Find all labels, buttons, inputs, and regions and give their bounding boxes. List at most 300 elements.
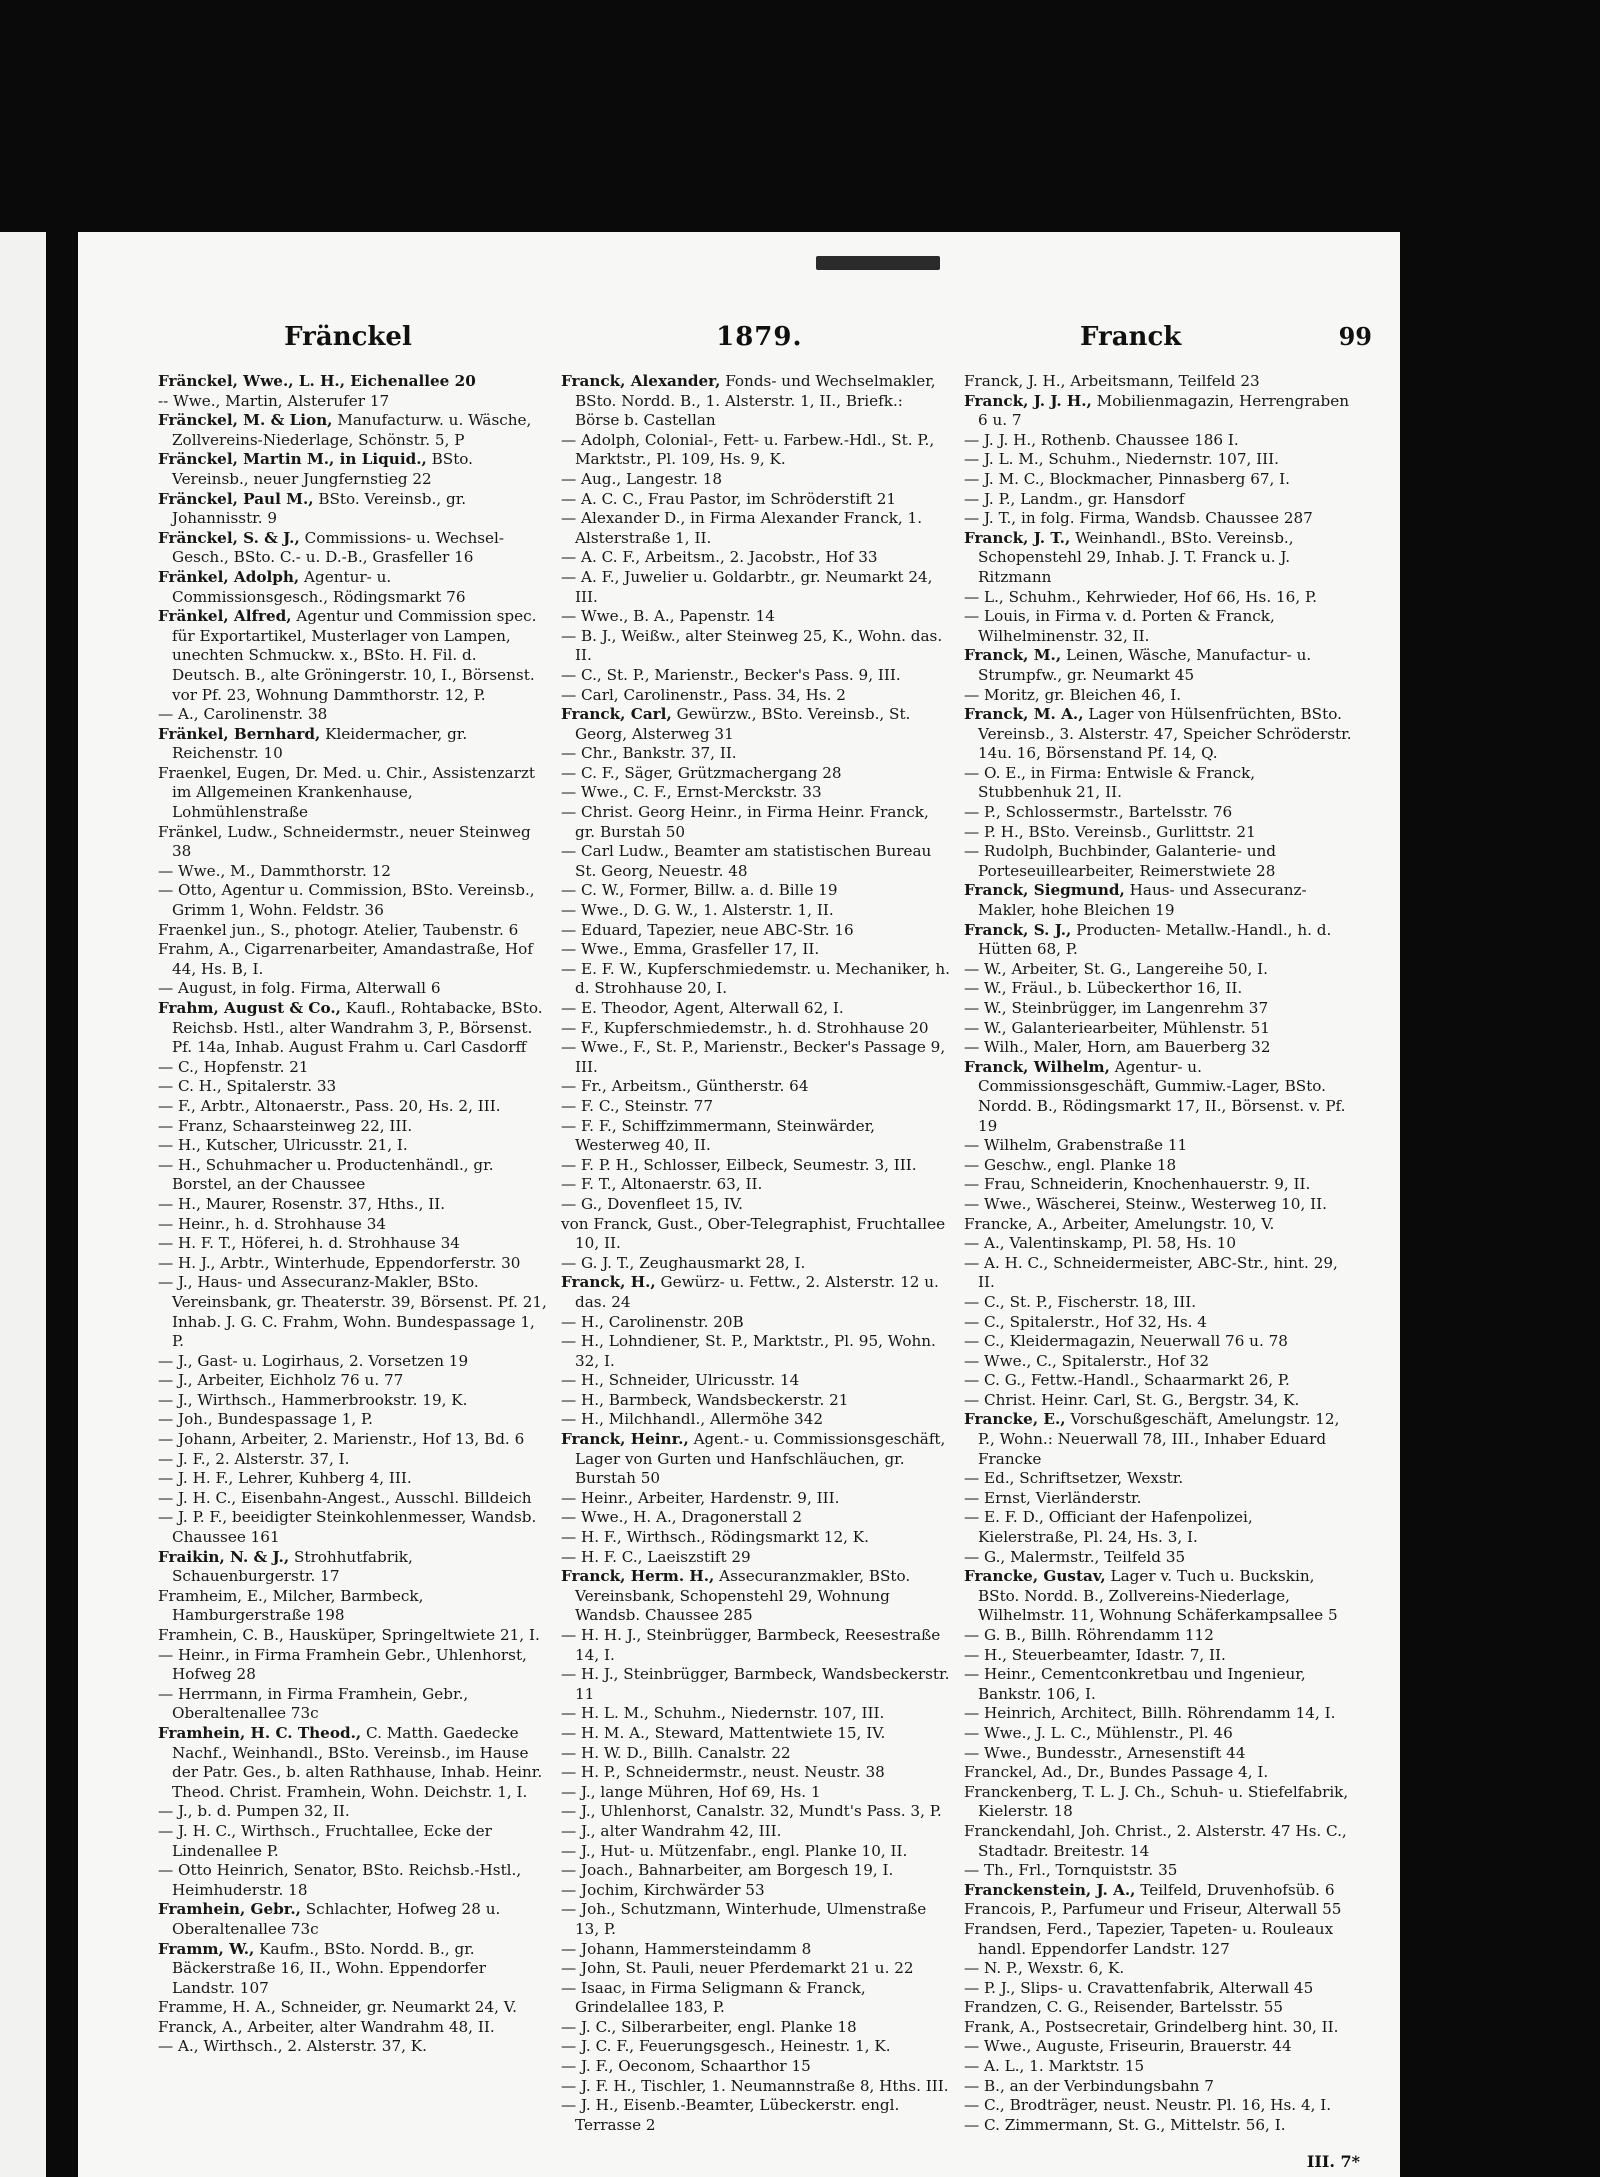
- directory-entry: [561, 1665, 950, 1704]
- entry-text: — A. L., 1. Marktstr. 15: [964, 2057, 1145, 2076]
- directory-entry: [561, 1724, 950, 1744]
- directory-entry: [561, 1332, 950, 1371]
- entry-text: — C., Brodträger, neust. Neustr. Pl. 16, Hs. 4, I.: [964, 2096, 1332, 2115]
- entry-text: — Franz, Schaarsteinweg 22, III.: [158, 1116, 413, 1135]
- directory-entry: [158, 411, 547, 450]
- entry-text: — G., Dovenfleet 15, IV.: [561, 1194, 743, 1213]
- entry-name: Framm, W.,: [158, 1939, 255, 1958]
- directory-entry: [561, 783, 950, 803]
- directory-entry: [964, 1410, 1353, 1469]
- entry-text: — J., Haus- und Assecuranz-Makler, BSto. Vereinsbank, gr. Theaterstr. 39, Börsenst. Pf. 21, Inhab. J. G. C. Frahm, Wohn. Bundespassage 1, P.: [158, 1273, 547, 1351]
- entry-text: — J., Hut- u. Mützenfabr., engl. Planke 10, II.: [561, 1841, 908, 1860]
- directory-entry: [158, 1117, 547, 1137]
- entry-text: — J., Arbeiter, Eichholz 76 u. 77: [158, 1371, 404, 1390]
- entry-text: Lager von Hülsenfrüchten, BSto. Vereinsb., 3. Alsterstr. 47, Speicher Schröderstr. 14u. 16, Börsenstand Pf. 14, Q.: [978, 705, 1352, 763]
- entry-name: Fränkel, Alfred,: [158, 607, 292, 626]
- entry-text: — Alexander D., in Firma Alexander Franck, 1. Alsterstraße 1, II.: [561, 509, 923, 547]
- directory-entry: [561, 490, 950, 510]
- directory-entry: [158, 1802, 547, 1822]
- entry-text: — Heinrich, Architect, Billh. Röhrendamm 14, I.: [964, 1704, 1336, 1723]
- directory-entry: [964, 1019, 1353, 1039]
- directory-entry: [964, 1881, 1353, 1901]
- entry-text: — B. J., Weißw., alter Steinweg 25, K., Wohn. das. II.: [561, 626, 943, 665]
- directory-entry: [964, 1724, 1353, 1744]
- entry-text: — Carl, Carolinenstr., Pass. 34, Hs. 2: [561, 685, 846, 704]
- directory-entry: [561, 705, 950, 744]
- entry-text: Agentur und Commission spec. für Exportartikel, Musterlager von Lampen, unechten Schmuckw. x., BSto. H. Fil. d. Deutsch. B., alte Gröningerstr. 10, I., Börsenst. vor Pf. 23, Wohnung Dammthorstr. 12, P.: [172, 607, 537, 704]
- directory-entry: [158, 1254, 547, 1274]
- directory-entry: [964, 1293, 1353, 1313]
- left-page-edge: [0, 232, 46, 2177]
- entry-text: C. Matth. Gaedecke Nachf., Weinhandl., BSto. Vereinsb., im Hause der Patr. Ges., b. alten Rathhause, Inhab. Heinr. Theod. Christ. Framhein, Wohn. Deichstr. 1, I.: [172, 1723, 543, 1801]
- directory-entry: [964, 705, 1353, 764]
- entry-text: — C., Spitalerstr., Hof 32, Hs. 4: [964, 1312, 1207, 1331]
- entry-text: — J. M. C., Blockmacher, Pinnasberg 67, I.: [964, 469, 1291, 488]
- entry-text: Franckenberg, T. L. J. Ch., Schuh- u. Stiefelfabrik, Kielerstr. 18: [964, 1782, 1349, 1821]
- directory-entry: [561, 686, 950, 706]
- entry-text: Franck, J. H., Arbeitsmann, Teilfeld 23: [964, 372, 1260, 390]
- directory-entry: [561, 2037, 950, 2057]
- directory-entry: [561, 1940, 950, 1960]
- directory-entry: [964, 999, 1353, 1019]
- directory-entry: [964, 960, 1353, 980]
- directory-entry: [964, 1822, 1353, 1861]
- entry-text: — H. J., Arbtr., Winterhude, Eppendorferstr. 30: [158, 1253, 521, 1272]
- directory-entry: [561, 1215, 950, 1254]
- entry-text: — F., Kupferschmiedemstr., h. d. Strohhause 20: [561, 1018, 929, 1037]
- entry-text: BSto. Vereinsb., gr. Johannisstr. 9: [172, 489, 467, 528]
- directory-entry: [964, 470, 1353, 490]
- directory-entry: [561, 1156, 950, 1176]
- entry-text: — Wwe., M., Dammthorstr. 12: [158, 861, 391, 880]
- entry-text: — A., Wirthsch., 2. Alsterstr. 37, K.: [158, 2037, 427, 2056]
- entry-text: — C. Zimmermann, St. G., Mittelstr. 56, I.: [964, 2115, 1286, 2134]
- directory-entry: [964, 881, 1353, 920]
- directory-entry: [561, 999, 950, 1019]
- entry-text: — J. H., Eisenb.-Beamter, Lübeckerstr. engl. Terrasse 2: [561, 2096, 900, 2134]
- directory-entry: [561, 1783, 950, 1803]
- entry-text: — Moritz, gr. Bleichen 46, I.: [964, 685, 1182, 704]
- entry-name: Franck, M. A.,: [964, 705, 1084, 724]
- entry-text: Leinen, Wäsche, Manufactur- u. Strumpfw., gr. Neumarkt 45: [978, 646, 1312, 684]
- directory-entry: [964, 1979, 1353, 1999]
- entry-text: — Heinr., in Firma Framhein Gebr., Uhlenhorst, Hofweg 28: [158, 1645, 527, 1684]
- entry-text: — Herrmann, in Firma Framhein, Gebr., Oberaltenallee 73c: [158, 1684, 469, 1723]
- entry-name: Fränckel, S. & J.,: [158, 528, 300, 547]
- directory-entry: [964, 1783, 1353, 1822]
- entry-text: — A. C. C., Frau Pastor, im Schröderstift 21: [561, 489, 897, 508]
- entry-text: — A. F., Juwelier u. Goldarbtr., gr. Neumarkt 24, III.: [561, 567, 933, 606]
- entry-text: Producten- Metallw.-Handl., h. d. Hütten 68, P.: [978, 920, 1332, 959]
- entry-text: — H., Barmbeck, Wandsbeckerstr. 21: [561, 1390, 849, 1409]
- column-1: [158, 372, 547, 2135]
- header-year: 1879.: [716, 322, 803, 352]
- directory-entry: [561, 881, 950, 901]
- directory-entry: [561, 1019, 950, 1039]
- directory-entry: [964, 509, 1353, 529]
- directory-entry: [158, 392, 547, 412]
- entry-name: Fränkel, Adolph,: [158, 567, 300, 586]
- directory-entry: [964, 1665, 1353, 1704]
- entry-text: — Joh., Bundespassage 1, P.: [158, 1410, 373, 1429]
- directory-entry: [158, 1234, 547, 1254]
- entry-text: — Isaac, in Firma Seligmann & Franck, Grindelallee 183, P.: [561, 1978, 866, 2017]
- directory-entry: [561, 1038, 950, 1077]
- entry-text: — Carl Ludw., Beamter am statistischen Bureau St. Georg, Neuestr. 48: [561, 842, 932, 880]
- entry-text: — Rudolph, Buchbinder, Galanterie- und Porteseuillearbeiter, Reimerstwiete 28: [964, 842, 1276, 880]
- directory-entry: [964, 529, 1353, 588]
- directory-entry: [158, 372, 547, 392]
- entry-name: Franck, S. J.,: [964, 920, 1072, 939]
- entry-name: Francke, Gustav,: [964, 1567, 1106, 1586]
- directory-entry: [561, 627, 950, 666]
- entry-text: — Wwe., Bundesstr., Arnesenstift 44: [964, 1743, 1246, 1762]
- directory-entry: [561, 1979, 950, 2018]
- entry-text: — Jochim, Kirchwärder 53: [561, 1880, 765, 1899]
- directory-entry: [561, 960, 950, 999]
- directory-entry: [964, 1313, 1353, 1333]
- entry-text: — J., alter Wandrahm 42, III.: [561, 1821, 782, 1840]
- directory-entry: [158, 1469, 547, 1489]
- directory-entry: [561, 842, 950, 881]
- directory-entry: [561, 2096, 950, 2135]
- entry-text: — C., St. P., Fischerstr. 18, III.: [964, 1292, 1197, 1311]
- directory-entry: [158, 1215, 547, 1235]
- entry-text: — Johann, Hammersteindamm 8: [561, 1939, 812, 1958]
- entry-text: — Ed., Schriftsetzer, Wexstr.: [964, 1469, 1184, 1488]
- directory-entry: [964, 823, 1353, 843]
- entry-text: — J., lange Mühren, Hof 69, Hs. 1: [561, 1782, 821, 1801]
- directory-entry: [561, 372, 950, 431]
- entry-text: — C., Kleidermagazin, Neuerwall 76 u. 78: [964, 1332, 1288, 1351]
- directory-entry: [964, 1763, 1353, 1783]
- directory-entry: [561, 2018, 950, 2038]
- directory-entry: [561, 803, 950, 842]
- entry-name: Fränckel, Wwe., L. H., Eichenallee 20: [158, 372, 476, 390]
- directory-entry: [158, 1724, 547, 1802]
- directory-entry: [964, 2037, 1353, 2057]
- directory-entry: [561, 666, 950, 686]
- directory-entry: [964, 646, 1353, 685]
- entry-text: — W., Arbeiter, St. G., Langereihe 50, I.: [964, 959, 1268, 978]
- directory-entry: [561, 1313, 950, 1333]
- directory-entry: [158, 1548, 547, 1587]
- entry-text: Manufacturw. u. Wäsche, Zollvereins-Niederlage, Schönstr. 5, P: [172, 411, 532, 449]
- directory-entry: [158, 1097, 547, 1117]
- directory-entry: [561, 1842, 950, 1862]
- directory-entry: [561, 1567, 950, 1626]
- entry-text: — W., Steinbrügger, im Langenrehm 37: [964, 999, 1269, 1017]
- directory-entry: [158, 940, 547, 979]
- directory-entry: [158, 999, 547, 1058]
- directory-entry: [561, 1704, 950, 1724]
- directory-entry: [158, 1685, 547, 1724]
- directory-entry: [561, 2057, 950, 2077]
- directory-entry: [964, 1744, 1353, 1764]
- directory-entry: [561, 1097, 950, 1117]
- entry-name: Fraikin, N. & J.,: [158, 1547, 290, 1566]
- entry-text: — H., Steuerbeamter, Idastr. 7, II.: [964, 1645, 1226, 1664]
- entry-text: Francke, A., Arbeiter, Amelungstr. 10, V.: [964, 1214, 1275, 1233]
- entry-text: — H., Milchhandl., Allermöhe 342: [561, 1410, 824, 1429]
- entry-text: — J. H. F., Lehrer, Kuhberg 4, III.: [158, 1469, 412, 1488]
- directory-entry: [964, 588, 1353, 608]
- directory-entry: [964, 1234, 1353, 1254]
- directory-entry: [561, 901, 950, 921]
- directory-entry: [561, 548, 950, 568]
- directory-entry: [561, 1508, 950, 1528]
- directory-entry: [964, 450, 1353, 470]
- directory-columns: [158, 372, 1372, 2135]
- directory-entry: [561, 744, 950, 764]
- directory-entry: [561, 1861, 950, 1881]
- entry-text: — Wwe., F., St. P., Marienstr., Becker's Passage 9, III.: [561, 1038, 946, 1076]
- entry-text: Frandsen, Ferd., Tapezier, Tapeten- u. Rouleaux handl. Eppendorfer Landstr. 127: [964, 1919, 1334, 1958]
- entry-text: — Otto Heinrich, Senator, BSto. Reichsb.-Hstl., Heimhuderstr. 18: [158, 1861, 522, 1899]
- entry-text: — O. E., in Firma: Entwisle & Franck, Stubbenhuk 21, II.: [964, 763, 1256, 802]
- entry-text: Fonds- und Wechselmakler, BSto. Nordd. B., 1. Alsterstr. 1, II., Briefk.: Börse b. Castellan: [575, 372, 936, 430]
- directory-entry: [158, 1136, 547, 1156]
- directory-entry: [158, 1391, 547, 1411]
- directory-entry: [964, 1626, 1353, 1646]
- directory-entry: [158, 607, 547, 705]
- entry-text: — H. H. J., Steinbrügger, Barmbeck, Reesestraße 14, I.: [561, 1626, 941, 1664]
- directory-entry: [964, 1704, 1353, 1724]
- entry-text: — G., Malermstr., Teilfeld 35: [964, 1547, 1186, 1566]
- entry-text: — G. B., Billh. Röhrendamm 112: [964, 1626, 1214, 1644]
- header-right-keyword: Franck: [1080, 322, 1182, 352]
- directory-entry: [561, 2077, 950, 2097]
- entry-text: — Christ. Heinr. Carl, St. G., Bergstr. 34, K.: [964, 1390, 1300, 1409]
- directory-entry: [561, 1273, 950, 1312]
- entry-text: — H. F. C., Laeiszstift 29: [561, 1547, 751, 1566]
- directory-entry: [561, 764, 950, 784]
- entry-text: Framheim, E., Milcher, Barmbeck, Hamburgerstraße 198: [158, 1586, 424, 1625]
- entry-text: — August, in folg. Firma, Alterwall 6: [158, 979, 441, 998]
- entry-text: — J. F., Oeconom, Schaarthor 15: [561, 2057, 811, 2076]
- directory-entry: [158, 1940, 547, 1999]
- entry-text: — Aug., Langestr. 18: [561, 469, 723, 488]
- entry-text: Weinhandl., BSto. Vereinsb., Schopenstehl 29, Inhab. J. T. Franck u. J. Ritzmann: [978, 528, 1294, 586]
- entry-name: Frahm, August & Co.,: [158, 999, 341, 1017]
- entry-text: — J. H. C., Eisenbahn-Angest., Ausschl. Billdeich: [158, 1488, 532, 1507]
- directory-entry: [561, 1489, 950, 1509]
- directory-entry: [158, 1822, 547, 1861]
- directory-entry: [561, 568, 950, 607]
- entry-text: Franckel, Ad., Dr., Bundes Passage 4, I.: [964, 1763, 1269, 1782]
- directory-entry: [964, 2096, 1353, 2116]
- entry-text: — Wwe., Emma, Grasfeller 17, II.: [561, 940, 820, 959]
- entry-text: — H., Schneider, Ulricusstr. 14: [561, 1371, 800, 1390]
- directory-entry: [158, 862, 547, 882]
- directory-entry: [964, 1489, 1353, 1509]
- entry-text: Lager v. Tuch u. Buckskin, BSto. Nordd. B., Zollvereins-Niederlage, Wilhelmstr. 11, Wohnung Schäferkampsallee 5: [978, 1567, 1338, 1625]
- directory-entry: [964, 1548, 1353, 1568]
- entry-text: Frandzen, C. G., Reisender, Bartelsstr. 55: [964, 1998, 1284, 2017]
- directory-entry: [158, 1587, 547, 1626]
- entry-text: — C. G., Fettw.-Handl., Schaarmarkt 26, P.: [964, 1371, 1290, 1390]
- directory-entry: [561, 1900, 950, 1939]
- entry-text: — C., St. P., Marienstr., Becker's Pass. 9, III.: [561, 665, 901, 684]
- directory-entry: [561, 509, 950, 548]
- entry-name: Franck, Herm. H.,: [561, 1567, 715, 1586]
- directory-entry: [561, 1410, 950, 1430]
- entry-name: Franck, Wilhelm,: [964, 1057, 1110, 1076]
- directory-entry: [158, 725, 547, 764]
- entry-text: — F. C., Steinstr. 77: [561, 1096, 714, 1115]
- entry-text: — W., Galanteriearbeiter, Mühlenstr. 51: [964, 1018, 1270, 1037]
- directory-entry: [158, 1646, 547, 1685]
- entry-text: Fränkel, Ludw., Schneidermstr., neuer Steinweg 38: [158, 822, 531, 861]
- directory-entry: [158, 1195, 547, 1215]
- entry-name: Franck, Heinr.,: [561, 1430, 689, 1449]
- directory-entry: [964, 1998, 1353, 2018]
- directory-entry: [964, 842, 1353, 881]
- entry-text: — E. F. W., Kupferschmiedemstr. u. Mechaniker, h. d. Strohhause 20, I.: [561, 959, 950, 998]
- directory-entry: [561, 921, 950, 941]
- directory-entry: [561, 1802, 950, 1822]
- directory-entry: [561, 1430, 950, 1489]
- entry-text: — J., Gast- u. Logirhaus, 2. Vorsetzen 19: [158, 1351, 469, 1370]
- directory-entry: [158, 921, 547, 941]
- entry-text: — H. F., Wirthsch., Rödingsmarkt 12, K.: [561, 1528, 869, 1547]
- directory-entry: [561, 940, 950, 960]
- directory-entry: [158, 881, 547, 920]
- entry-text: — H., Carolinenstr. 20B: [561, 1312, 744, 1331]
- entry-text: Franck, A., Arbeiter, alter Wandrahm 48, II.: [158, 2017, 495, 2036]
- entry-text: — W., Fräul., b. Lübeckerthor 16, II.: [964, 979, 1243, 998]
- directory-entry: [158, 2018, 547, 2038]
- directory-entry: [964, 490, 1353, 510]
- entry-text: — C. F., Säger, Grützmachergang 28: [561, 763, 842, 782]
- directory-entry: [561, 1391, 950, 1411]
- entry-text: — Adolph, Colonial-, Fett- u. Farbew.-Hdl., St. P., Marktstr., Pl. 109, Hs. 9, K.: [561, 430, 935, 469]
- entry-text: Framme, H. A., Schneider, gr. Neumarkt 24, V.: [158, 1998, 517, 2017]
- entry-text: — C., Hopfenstr. 21: [158, 1057, 309, 1076]
- directory-entry: [561, 1528, 950, 1548]
- directory-entry: [964, 1469, 1353, 1489]
- entry-text: Frahm, A., Cigarrenarbeiter, Amandastraße, Hof 44, Hs. B, I.: [158, 940, 533, 978]
- directory-entry: [964, 1058, 1353, 1136]
- entry-text: — John, St. Pauli, neuer Pferdemarkt 21 u. 22: [561, 1959, 914, 1978]
- entry-text: — H., Maurer, Rosenstr. 37, Hths., II.: [158, 1194, 446, 1213]
- entry-text: -- Wwe., Martin, Alsterufer 17: [158, 391, 390, 410]
- entry-text: — F. T., Altonaerstr. 63, II.: [561, 1175, 763, 1194]
- directory-entry: [561, 1822, 950, 1842]
- entry-text: — Joh., Schutzmann, Winterhude, Ulmenstraße 13, P.: [561, 1900, 927, 1938]
- entry-name: Franck, H.,: [561, 1273, 656, 1292]
- entry-text: — Geschw., engl. Planke 18: [964, 1155, 1177, 1174]
- entry-text: — Wwe., J. L. C., Mühlenstr., Pl. 46: [964, 1723, 1233, 1742]
- directory-entry: [561, 1175, 950, 1195]
- entry-name: Fränckel, Martin M., in Liquid.,: [158, 450, 427, 469]
- entry-text: Vorschußgeschäft, Amelungstr. 12, P., Wohn.: Neuerwall 78, III., Inhaber Eduard Francke: [978, 1410, 1340, 1468]
- entry-name: Fränckel, M. & Lion,: [158, 411, 333, 430]
- directory-entry: [964, 2018, 1353, 2038]
- entry-text: — B., an der Verbindungsbahn 7: [964, 2076, 1214, 2095]
- entry-text: Frank, A., Postsecretair, Grindelberg hint. 30, II.: [964, 2017, 1339, 2036]
- entry-text: — P. J., Slips- u. Cravattenfabrik, Alterwall 45: [964, 1978, 1314, 1997]
- entry-text: — Christ. Georg Heinr., in Firma Heinr. Franck, gr. Burstah 50: [561, 803, 929, 841]
- entry-text: Kleidermacher, gr. Reichenstr. 10: [172, 724, 468, 763]
- directory-entry: [158, 1900, 547, 1939]
- entry-text: — Heinr., Cementconkretbau und Ingenieur, Bankstr. 106, I.: [964, 1665, 1306, 1703]
- directory-entry: [964, 2116, 1353, 2136]
- entry-text: Assecuranzmakler, BSto. Vereinsbank, Schopenstehl 29, Wohnung Wandsb. Chaussee 285: [575, 1567, 911, 1625]
- entry-text: — F. F., Schiffzimmermann, Steinwärder, Westerweg 40, II.: [561, 1116, 875, 1155]
- entry-text: — Wilh., Maler, Horn, am Bauerberg 32: [964, 1038, 1271, 1057]
- entry-text: BSto. Vereinsb., neuer Jungfernstieg 22: [172, 450, 473, 488]
- entry-text: — Louis, in Firma v. d. Porten & Franck, Wilhelminenstr. 32, II.: [964, 607, 1275, 645]
- directory-entry: [964, 2077, 1353, 2097]
- entry-text: — Wwe., D. G. W., 1. Alsterstr. 1, II.: [561, 901, 834, 920]
- directory-entry: [158, 1508, 547, 1547]
- entry-text: — J. P., Landm., gr. Hansdorf: [964, 489, 1185, 508]
- entry-text: Framhein, C. B., Hausküper, Springeltwiete 21, I.: [158, 1626, 540, 1644]
- entry-text: — Wwe., H. A., Dragonerstall 2: [561, 1508, 802, 1527]
- entry-text: Kaufm., BSto. Nordd. B., gr. Bäckerstraße 16, II., Wohn. Eppendorfer Landstr. 107: [172, 1939, 487, 1997]
- directory-entry: [158, 1489, 547, 1509]
- page-number: 99: [1338, 322, 1372, 351]
- entry-name: Franck, Carl,: [561, 705, 672, 724]
- directory-entry: [561, 1881, 950, 1901]
- entry-text: Francois, P., Parfumeur und Friseur, Alterwall 55: [964, 1900, 1342, 1919]
- directory-entry: [158, 1450, 547, 1470]
- directory-entry: [158, 705, 547, 725]
- directory-entry: [964, 1920, 1353, 1959]
- directory-entry: [158, 823, 547, 862]
- entry-text: — Wilhelm, Grabenstraße 11: [964, 1136, 1188, 1155]
- directory-entry: [561, 1626, 950, 1665]
- entry-text: — J. L. M., Schuhm., Niedernstr. 107, III.: [964, 450, 1279, 469]
- directory-entry: [964, 1646, 1353, 1666]
- directory-entry: [964, 1567, 1353, 1626]
- directory-entry: [561, 1117, 950, 1156]
- directory-entry: [158, 764, 547, 823]
- entry-text: — H. L. M., Schuhm., Niedernstr. 107, III.: [561, 1704, 885, 1723]
- entry-text: — Th., Frl., Tornquiststr. 35: [964, 1861, 1178, 1880]
- directory-entry: [964, 1371, 1353, 1391]
- entry-text: — Wwe., B. A., Papenstr. 14: [561, 607, 775, 626]
- entry-text: — L., Schuhm., Kehrwieder, Hof 66, Hs. 16, P.: [964, 587, 1317, 606]
- directory-entry: [561, 1548, 950, 1568]
- entry-text: Commissions- u. Wechsel-Gesch., BSto. C.- u. D.-B., Grasfeller 16: [172, 528, 504, 567]
- entry-text: — F., Arbtr., Altonaerstr., Pass. 20, Hs. 2, III.: [158, 1096, 501, 1115]
- entry-name: Framhein, Gebr.,: [158, 1900, 301, 1919]
- directory-entry: [964, 1156, 1353, 1176]
- directory-entry: [561, 1744, 950, 1764]
- entry-text: — H. F. T., Höferei, h. d. Strohhause 34: [158, 1234, 460, 1253]
- entry-text: — Wwe., Wäscherei, Steinw., Westerweg 10, II.: [964, 1194, 1327, 1213]
- directory-entry: [561, 431, 950, 470]
- directory-entry: [158, 1058, 547, 1078]
- entry-text: Mobilienmagazin, Herrengraben 6 u. 7: [978, 391, 1350, 430]
- directory-entry: [158, 1430, 547, 1450]
- entry-name: Franckenstein, J. A.,: [964, 1880, 1136, 1899]
- entry-text: — H., Schuhmacher u. Productenhändl., gr. Borstel, an der Chaussee: [158, 1155, 494, 1194]
- entry-text: — C. W., Former, Billw. a. d. Bille 19: [561, 881, 838, 900]
- entry-text: — J., Uhlenhorst, Canalstr. 32, Mundt's Pass. 3, P.: [561, 1802, 942, 1821]
- directory-entry: [561, 607, 950, 627]
- directory-entry: [964, 392, 1353, 431]
- directory-entry: [964, 372, 1353, 392]
- entry-text: — H., Lohndiener, St. P., Marktstr., Pl. 95, Wohn. 32, I.: [561, 1332, 936, 1370]
- entry-text: Agent.- u. Commissionsgeschäft, Lager von Gurten und Hanfschläuchen, gr. Burstah 50: [575, 1430, 946, 1488]
- entry-text: — Joach., Bahnarbeiter, am Borgesch 19, I.: [561, 1861, 894, 1880]
- entry-name: Franck, J. J. H.,: [964, 391, 1092, 410]
- entry-text: — Eduard, Tapezier, neue ABC-Str. 16: [561, 920, 854, 939]
- entry-name: Franck, Alexander,: [561, 372, 721, 390]
